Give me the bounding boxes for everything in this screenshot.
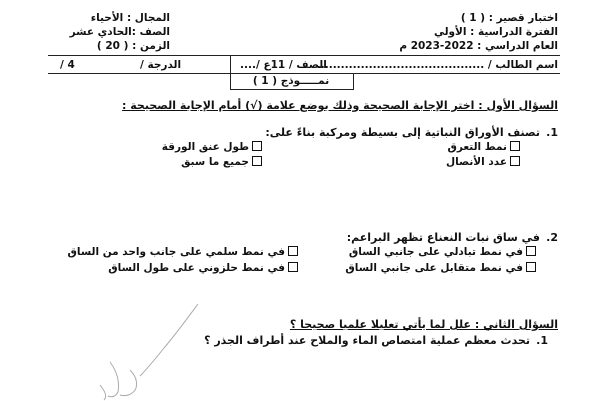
section-1-title: السؤال الأول : اختر الإجابة الصحيحة وذلك بوضع علامة (√) أمام الإجابة الصحيحة : [122,99,558,112]
info-row-separator [230,56,231,73]
q1-option-3[interactable]: عدد الأنصال [446,156,520,168]
subject-label: المجال : الأحياء [90,12,170,24]
q1-option-4[interactable]: جميع ما سبق [181,156,262,168]
question-1-text: تصنف الأوراق النباتية إلى بسيطة ومركبة بناءً على: [265,126,540,139]
section-2-question-1-number: 1. [536,334,548,347]
checkbox-icon [288,246,298,256]
grade-label: الصف :الحادي عشر [69,26,170,38]
model-label: نمـــــوذج ( 1 ) [252,75,330,87]
question-2-text: في ساق نبات النعناع تظهر البراعم: [346,231,540,244]
handwritten-scribble [90,300,210,401]
question-1-number: 1. [546,126,558,139]
checkbox-icon [510,156,520,166]
checkbox-icon [288,262,298,272]
question-2-number: 2. [546,231,558,244]
student-name-field: اسم الطالب / .......................................... [316,59,558,71]
academic-year: العام الدراسي : 2022-2023 م [399,40,558,52]
q2-option-2[interactable]: في نمط سلمي على جانب واحد من الساق [67,246,298,258]
q2-option-1[interactable]: في نمط تبادلي على جانبي الساق [349,246,536,258]
exam-title: اختبار قصير : ( 1 ) [460,12,558,24]
class-field: الصف / 11ع /.... [240,59,327,71]
q2-option-4[interactable]: في نمط حلزوني على طول الساق [108,262,298,274]
section-2-question-1-text: تحدث معظم عملية امتصاص الماء والملاح عند أطراف الجذر ؟ [204,334,530,347]
score-label: الدرجة / [140,59,182,71]
section-2-title: السؤال الثاني : علل لما يأتي تعليلا علميا صحيحا ؟ [289,318,558,331]
checkbox-icon [510,141,520,151]
term-label: الفترة الدراسية : الأولي [433,26,558,38]
score-total: / 4 [60,59,75,71]
header-divider [48,55,560,56]
q1-option-1[interactable]: نمط التعرق [447,141,520,153]
time-label: الزمن : ( 20 ) [96,40,170,52]
checkbox-icon [252,141,262,151]
checkbox-icon [526,246,536,256]
checkbox-icon [526,262,536,272]
q1-option-2[interactable]: طول عنق الورقة [162,141,262,153]
q2-option-3[interactable]: في نمط متقابل على جانبي الساق [345,262,536,274]
checkbox-icon [252,156,262,166]
